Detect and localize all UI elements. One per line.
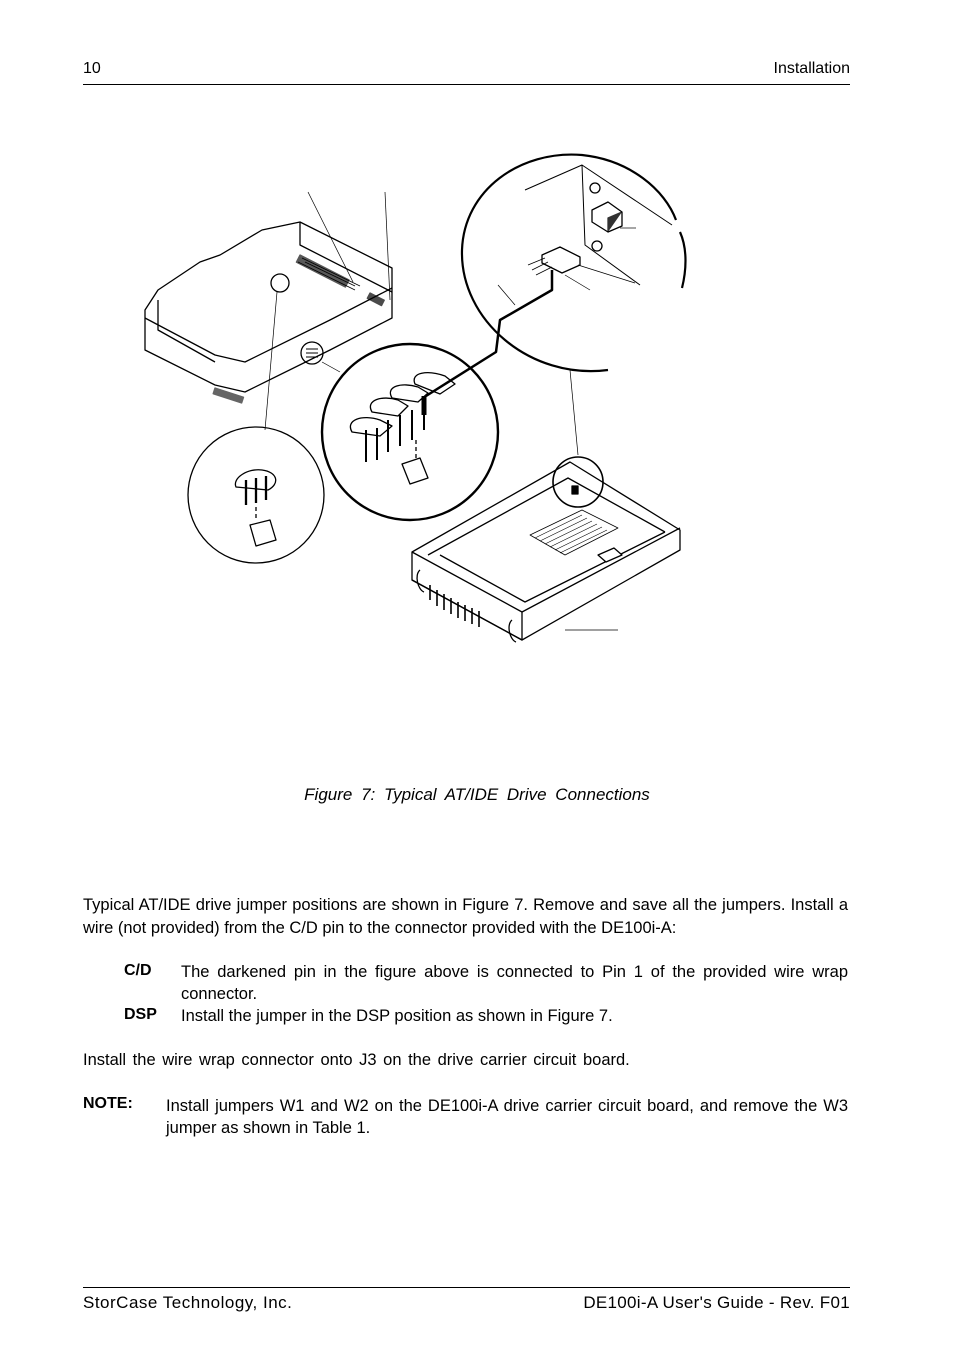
- note-text: Install jumpers W1 and W2 on the DE100i-A drive carrier circuit board, and remove the W3 jumper as shown in Table 1.: [166, 1097, 848, 1137]
- intro-paragraph: Typical AT/IDE drive jumper positions are shown in Figure 7. Remove and save all the jumpers. Install a wire (not provided) from the C/D pin to the connector provided with the DE100i-A:: [83, 896, 848, 937]
- definition-term-cd: C/D: [124, 962, 152, 979]
- drive-carrier-illustration: [412, 457, 680, 642]
- jumper-block-detail: [322, 344, 498, 520]
- ide-drive-illustration: [145, 192, 392, 403]
- drive-connections-figure: [130, 145, 730, 675]
- footer-company: StorCase Technology, Inc.: [83, 1293, 293, 1312]
- header-rule: [83, 84, 850, 85]
- definition-term-dsp: DSP: [124, 1006, 157, 1023]
- single-jumper-detail: [188, 427, 324, 563]
- install-paragraph: Install the wire wrap connector onto J3 on the drive carrier circuit board.: [83, 1051, 630, 1069]
- definition-text-cd: The darkened pin in the figure above is connected to Pin 1 of the provided wire wrap connector.: [181, 963, 848, 1003]
- note-label: NOTE:: [83, 1095, 133, 1112]
- carrier-board-detail: [462, 155, 686, 372]
- section-title: Installation: [773, 60, 850, 77]
- footer-rule: [83, 1287, 850, 1288]
- page-number: 10: [83, 60, 101, 77]
- definition-text-dsp: Install the jumper in the DSP position as shown in Figure 7.: [181, 1007, 613, 1025]
- footer-doc-title: DE100i-A User's Guide - Rev. F01: [583, 1293, 850, 1312]
- figure-caption: Figure 7: Typical AT/IDE Drive Connections: [304, 785, 650, 804]
